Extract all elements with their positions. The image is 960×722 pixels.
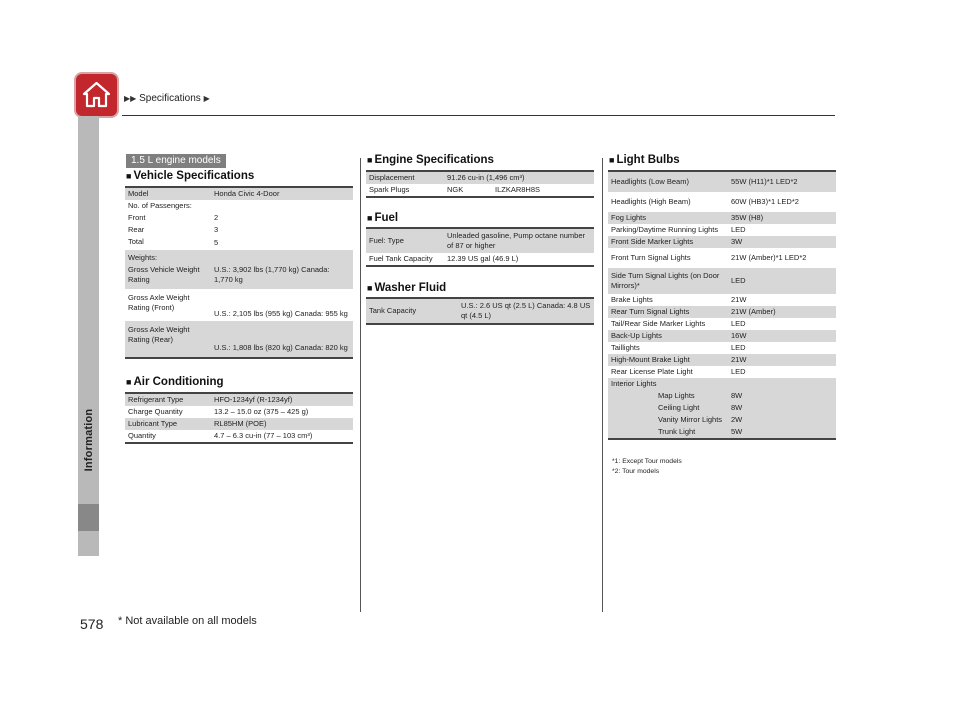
washer-fluid-heading: ■ Washer Fluid — [367, 282, 447, 294]
breadcrumb — [124, 93, 210, 104]
table-row: Back-Up Lights 16W — [608, 330, 836, 342]
air-conditioning-heading: ■ Air Conditioning — [126, 376, 224, 388]
table-row: Rear 3 — [128, 225, 219, 234]
table-row: Ceiling Light 8W — [608, 402, 836, 414]
table-row: Weights: — [125, 250, 353, 264]
sidebar-tab-marker — [78, 504, 99, 531]
table-row: Side Turn Signal Lights (on Door Mirrors)* LED — [608, 268, 836, 294]
footnote-2: *2: Tour models — [612, 468, 660, 475]
table-row: Quantity 4.7 – 6.3 cu-in (77 – 103 cm³) — [128, 431, 313, 440]
page-number: 578 — [80, 616, 104, 632]
home-button[interactable] — [76, 74, 117, 116]
table-row: Front Turn Signal Lights 21W (Amber)*1 LED*2 — [611, 253, 807, 262]
table-row: Refrigerant Type HFO-1234yf (R-1234yf) — [125, 393, 353, 406]
table-row: Total 5 — [128, 237, 219, 247]
table-row: No. of Passengers: — [128, 201, 192, 210]
table-row: Tail/Rear Side Marker Lights LED — [611, 319, 746, 328]
table-row: Gross Axle Weight Rating (Front) U.S.: 2,105 lbs (955 kg) Canada: 955 kg — [128, 293, 348, 318]
section-square-icon: ■ — [609, 155, 615, 165]
table-row: Rear Turn Signal Lights 21W (Amber) — [608, 306, 836, 318]
column-divider — [360, 158, 361, 612]
table-row: Front 2 — [128, 213, 219, 222]
engine-specifications-heading: ■ Engine Specifications — [367, 154, 494, 166]
breadcrumb-link-specifications[interactable]: Specifications — [139, 93, 201, 104]
table-row: Taillights LED — [611, 343, 746, 352]
breadcrumb-end-arrow: ▶ — [203, 94, 210, 103]
breadcrumb-arrows: ▶▶ — [124, 94, 137, 103]
table-row: Model Honda Civic 4-Door — [125, 187, 353, 200]
engine-specifications-table — [366, 170, 594, 198]
engine-model-badge: 1.5 L engine models — [126, 154, 226, 168]
light-bulbs-table — [608, 170, 836, 440]
table-row: Headlights (High Beam) 60W (HB3)*1 LED*2 — [611, 197, 799, 206]
vehicle-specifications-table — [125, 186, 353, 359]
fuel-table — [366, 227, 594, 267]
table-row: Trunk Light 5W — [608, 426, 836, 439]
table-row: Fuel Tank Capacity 12.39 US gal (46.9 L) — [369, 254, 519, 263]
table-row: Fuel: Type Unleaded gasoline, Pump octane number of 87 or higher — [366, 228, 594, 253]
section-square-icon: ■ — [126, 171, 132, 181]
table-row: Gross Axle Weight Rating (Rear) U.S.: 1,808 lbs (820 kg) Canada: 820 kg — [125, 321, 353, 358]
table-row: Brake Lights 21W — [611, 295, 747, 304]
table-row: Charge Quantity 13.2 – 15.0 oz (375 – 425 g) — [128, 407, 309, 416]
table-row: Lubricant Type RL85HM (POE) — [125, 418, 353, 430]
table-row: Rear License Plate Light LED — [611, 367, 746, 376]
vehicle-specifications-heading: ■ Vehicle Specifications — [126, 170, 255, 182]
section-square-icon: ■ — [126, 377, 132, 387]
section-square-icon: ■ — [367, 155, 373, 165]
footnote: * Not available on all models — [118, 615, 257, 627]
washer-fluid-table — [366, 297, 594, 325]
table-row: Fog Lights 35W (H8) — [608, 212, 836, 224]
light-bulbs-heading: ■ Light Bulbs — [609, 154, 680, 166]
home-icon — [82, 80, 111, 109]
table-row: Displacement 91.26 cu-in (1,496 cm³) — [366, 171, 594, 184]
table-row: Map Lights 8W — [608, 390, 836, 402]
table-row: High-Mount Brake Light 21W — [608, 354, 836, 366]
table-row: Vanity Mirror Lights 2W — [608, 414, 836, 426]
table-row: Interior Lights — [608, 378, 836, 390]
table-row: Tank Capacity U.S.: 2.6 US qt (2.5 L) Canada: 4.8 US qt (4.5 L) — [366, 298, 594, 324]
sidebar-tab — [78, 116, 99, 556]
air-conditioning-table — [125, 392, 353, 444]
table-row: Front Side Marker Lights 3W — [608, 236, 836, 248]
section-square-icon: ■ — [367, 283, 373, 293]
table-row: Headlights (Low Beam) 55W (H11)*1 LED*2 — [608, 171, 836, 192]
header-rule — [122, 115, 835, 116]
column-divider — [602, 158, 603, 612]
fuel-heading: ■ Fuel — [367, 212, 399, 224]
table-row: Spark Plugs NGK ILZKAR8H8S — [369, 185, 541, 194]
sidebar-label: Information — [83, 408, 95, 472]
footnote-1: *1: Except Tour models — [612, 458, 682, 465]
table-row: Parking/Daytime Running Lights LED — [611, 225, 746, 234]
section-square-icon: ■ — [367, 213, 373, 223]
table-row: Gross Vehicle Weight Rating U.S.: 3,902 lbs (1,770 kg) Canada: 1,770 kg — [125, 264, 353, 289]
